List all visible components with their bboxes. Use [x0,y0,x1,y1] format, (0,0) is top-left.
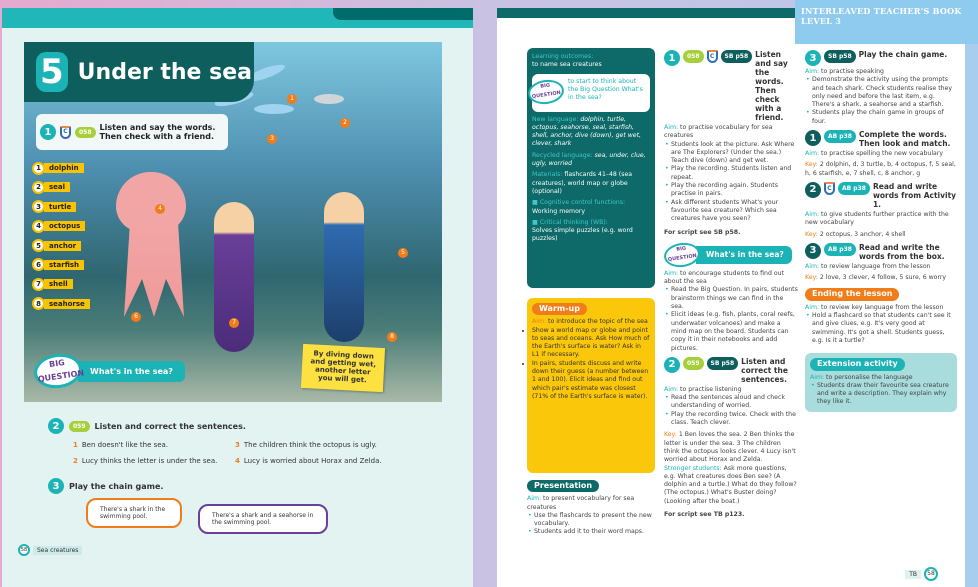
big-question-text: What's in the sea? [78,361,185,382]
stronger-text: Ask more questions, e.g. What creatures does Ben see? (A dolphin and a turtle.) What do they follow? (The octopus.) What's Buster doing? (Looking after the boat.) [664,464,797,505]
vocab-item [32,259,90,271]
speech-bubble: There's a shark in the swimming pool. [86,498,182,528]
sentence [73,441,168,449]
picture-marker: 3 [267,134,277,144]
vocab-item [32,298,90,310]
aim-label: Aim: [532,318,547,326]
bullet: • Play the recording. Students listen and repeat. [664,165,798,182]
section-label: Warm-up [532,303,587,315]
activity-title: Listen and correct the sentences. [741,356,788,384]
text: flashcards 41–48 (sea creatures), world map or globe (optional) [532,171,633,195]
stronger-label: Stronger students: [664,464,722,472]
sentence [235,457,382,465]
section-label: Ending the lesson [805,288,899,300]
heading: New language: [532,115,579,123]
sb-activity-1-heading [664,50,798,122]
vocab-item [32,278,90,290]
big-question-logo: BIG QUESTION [663,240,702,269]
bullet: • Students draw their favourite sea creature and write a description. They explain why they like it. [810,382,952,407]
vocab-item [32,181,90,193]
vocab-word: seahorse [44,299,90,309]
activity-2-heading [48,418,246,434]
aim-text: to practise vocabulary for sea creatures [664,124,773,140]
vocab-word: dolphin [44,163,84,173]
sb-activity-3-heading [805,50,957,66]
heading: Materials: [532,171,563,179]
footer-label: TB [905,570,921,579]
picture-marker: 5 [398,248,408,258]
sentence-number: 4 [235,457,240,465]
activity-number: 1 [805,130,821,146]
key-text: 2 love, 3 clever, 4 follow, 5 sure, 6 worry [819,274,947,282]
aim-label: Aim: [805,150,820,158]
aim-label: Aim: [527,495,542,503]
bullet: • Students add it to their word maps. [527,528,655,536]
text: Solves simple puzzles (e.g. word puzzles) [532,227,633,243]
page-ref-badge: SB p58 [824,50,856,63]
key-label: Key: [805,230,818,238]
unit-number: 5 [36,52,68,92]
activity-number: 3 [805,243,821,259]
aim-text: to encourage students to find out about the sea [664,269,784,286]
activity-title: Play the chain game. [858,50,948,59]
text: sea, under, clue, ugly, worried [532,151,646,168]
sentence [73,457,217,465]
shield-icon: C [824,182,835,195]
text: to name sea creatures [532,61,602,69]
picture-marker: 6 [131,312,141,322]
audio-track-badge: 058 [683,50,704,63]
sentence-number: 3 [235,441,240,449]
key-label: Key: [664,431,677,439]
aim-label: Aim: [664,385,679,393]
big-question-logo: BIG QUESTION [527,77,566,106]
page-top-bar [497,8,797,18]
bullet: • Elicit ideas (e.g. fish, plants, coral reefs, underwater volcanoes) and make a mind map on the board. Students can copy it in their notebooks and add pictures. [664,311,798,352]
vocab-word: octopus [44,221,85,231]
aim-text: to review key language from the lesson [821,303,944,311]
activity-title: Complete the words. Then look and match. [858,130,951,149]
activity-title: Listen and say the words. Then check with a friend. [755,50,788,122]
page-ref-badge: AB p38 [838,182,870,195]
key-label: Key: [805,274,818,282]
key-text: 2 octopus, 3 anchor, 4 shell [819,230,906,238]
page-ref-badge: SB p58 [707,357,739,370]
aim-text: to give students further practice with the new vocabulary [805,210,949,227]
shield-icon: ■ [532,218,540,226]
octopus-tentacles [124,222,184,317]
bullet: • Play the recording again. Students practise in pairs. [664,182,798,199]
aim-text: to personalise the language [826,373,913,381]
picture-marker: 7 [229,318,239,328]
bullet: • Play the recording twice. Check with the class. Teach clever. [664,411,798,428]
vocab-number: 5 [32,239,45,252]
bullet: • Students look at the picture. Ask Where are The Explorers? (Under the sea.) Teach dive (down) and get wet. [664,141,798,166]
page-footer [18,544,82,556]
unit-title [24,42,254,102]
page-number: 58 [18,544,30,556]
aim-text: to practise speaking [821,68,884,75]
aim-label: Aim: [805,303,820,311]
activity-number: 2 [664,357,680,373]
speech-bubble: There's a shark and a seahorse in the swimming pool. [198,504,328,534]
instruction-text: Listen and correct the sentences. [94,421,246,431]
activity-title: Read and write words from Activity 1. [872,181,957,209]
footer-label: Sea creatures [33,546,82,555]
sentence-text: Ben doesn't like the sea. [81,441,169,449]
audio-track-badge[interactable]: 058 [75,127,96,138]
heading: Critical thinking (WB): [539,218,608,226]
activity-number: 3 [805,50,821,66]
activity-1-instruction [36,114,228,150]
page-edge-strip [965,44,978,587]
page-ref-badge: AB p38 [824,243,856,256]
extension-activity-box [805,353,957,411]
shield-icon: C [707,50,718,63]
sentence-text: Lucy thinks the letter is under the sea. [81,457,218,465]
book-header: INTERLEAVED TEACHER'S BOOK LEVEL 3 [795,0,978,44]
vocab-item [32,201,90,213]
aim-label: Aim: [805,262,820,270]
activity-number: 3 [48,478,64,494]
audio-track-badge[interactable]: 059 [69,421,90,432]
vocab-word: shell [44,279,73,289]
script-reference: For script see TB p123. [664,510,745,518]
girl-diver-image [214,202,254,352]
bullet: • Ask different students What's your favourite sea creature? Which sea creatures have you seen? [664,199,798,224]
activity-3-heading [48,478,163,494]
vocab-item [32,162,90,174]
vocab-number: 7 [32,278,45,291]
bullet: • Read the sentences aloud and check understanding of worried. [664,394,798,411]
column-3 [805,46,957,412]
activity-number: 1 [664,50,680,66]
aim-label: Aim: [664,269,679,277]
dolphin-image [254,104,294,114]
aim-label: Aim: [810,373,825,381]
key-text: 1 Ben loves the sea. 2 Ben thinks the letter is under the sea. 3 The children think the octopus looks clever. 4 Lucy isn't worried about Horax and Zelda. [664,431,796,464]
big-question-logo: BIG QUESTION [32,351,84,391]
picture-marker: 8 [387,332,397,342]
ab-activity-1-heading [805,130,957,148]
ab-activity-2-heading [805,182,957,209]
big-question-banner [34,354,185,388]
vocab-number: 1 [32,162,45,175]
page-ref-badge: SB p58 [721,50,753,63]
sentence-number: 1 [73,441,78,449]
heading: Recycled language: [532,151,593,159]
sentence-text: The children think the octopus is ugly. [243,441,377,449]
section-label: Presentation [527,480,599,492]
big-question-note [532,74,650,112]
ab-activity-3-heading [805,243,957,261]
key-text: 2 dolphin, d, 3 turtle, b, 4 octopus, f, 5 seal, h, 6 starfish, e, 7 shell, c, 8 anchor, g [805,161,956,177]
bullet: • Demonstrate the activity using the prompts and teach shark. Check students realise they only need and before the last item, e.g. There's a shark, a seahorse and a starfish. [805,76,957,109]
presentation-section [527,480,655,537]
picture-marker: 4 [155,204,165,214]
page-footer [905,567,938,581]
sticky-note: By diving down and getting wet, another letter you will get. [301,344,385,392]
vocab-number: 8 [32,297,45,310]
vocab-number: 6 [32,258,45,271]
big-question-heading [664,243,798,267]
bullet: • Read the Big Question. In pairs, students brainstorm things we can find in the sea. [664,286,798,311]
vocab-number: 3 [32,200,45,213]
bullet: • Use the flashcards to present the new vocabulary. [527,512,655,529]
bullet: • Hold a flashcard so that students can't see it and give clues, e.g. It's very good at swimming. It's got a shell. Students guess, e.g. Is it a turtle? [805,312,957,345]
page-ref-badge: AB p38 [824,130,856,143]
vocab-word: anchor [44,241,81,251]
boy-diver-image [324,192,364,342]
vocab-item [32,240,90,252]
heading: Cognitive control functions: [539,199,626,207]
bullet: • Students play the chain game in groups of four. [805,109,957,126]
sentence-number: 2 [73,457,78,465]
aim-label: Aim: [805,210,820,218]
activity-number: 2 [48,418,64,434]
section-label: Extension activity [810,358,905,370]
instruction-text: Listen and say the words. Then check with a friend. [99,123,216,141]
text: Working memory [532,207,586,215]
page-number: 58 [924,567,938,581]
bullet: • Show a world map or globe and point to seas and oceans. Ask How much of the Earth's surface is water? Ask in L1 if necessary. [532,327,650,360]
brain-icon: ■ [532,199,540,207]
sentence [235,441,377,449]
vocab-number: 2 [32,181,45,194]
shield-icon: C [60,126,71,139]
instruction-text: Play the chain game. [69,481,164,491]
aim-label: Aim: [664,124,679,131]
bullet: • In pairs, students discuss and write down their guess (a number between 1 and 100). Elicit ideas and find out which pair's estimate was closest (71% of the Earth's surface is water). [532,360,650,401]
aim-text: to review language from the lesson [821,262,931,270]
column-2 [664,46,798,519]
activity-number: 1 [40,124,56,140]
aim-label: Aim: [805,68,820,75]
sb-activity-2-heading [664,357,798,384]
script-reference: For script see SB p58. [664,228,741,236]
warm-up-box [527,298,655,473]
heading: Learning outcomes: [532,53,594,60]
aim-text: to practise spelling the new vocabulary [821,150,944,158]
vocab-word: seal [44,182,70,192]
lesson-overview-box [527,48,655,288]
sentence-text: Lucy is worried about Horax and Zelda. [243,457,382,465]
picture-marker: 2 [340,118,350,128]
audio-track-badge: 059 [683,357,704,370]
page-top-accent [333,8,473,20]
seal-image [314,94,344,104]
vocabulary-list [32,162,90,317]
vocab-item [32,220,90,232]
teachers-book-page [497,8,978,587]
aim-text: to present vocabulary for sea creatures [527,495,635,511]
picture-marker: 1 [287,94,297,104]
activity-title: Read and write the words from the box. [858,242,945,261]
text: dolphin, turtle, octopus, seahorse, seal, starfish, shell, anchor, dive (down), get wet, clever, shark [532,115,641,148]
vocab-word: starfish [44,260,84,270]
key-label: Key: [805,161,818,169]
vocab-number: 4 [32,220,45,233]
unit-title-text: Under the sea [77,59,252,85]
student-book-page [2,8,473,587]
activity-number: 2 [805,182,821,198]
vocab-word: turtle [44,202,76,212]
big-question-title: What's in the sea? [696,246,792,264]
aim-text: to introduce the topic of the sea [548,318,648,326]
text: to start to think about the Big Question What's in the sea? [568,77,643,102]
aim-text: to practise listening [680,385,742,393]
